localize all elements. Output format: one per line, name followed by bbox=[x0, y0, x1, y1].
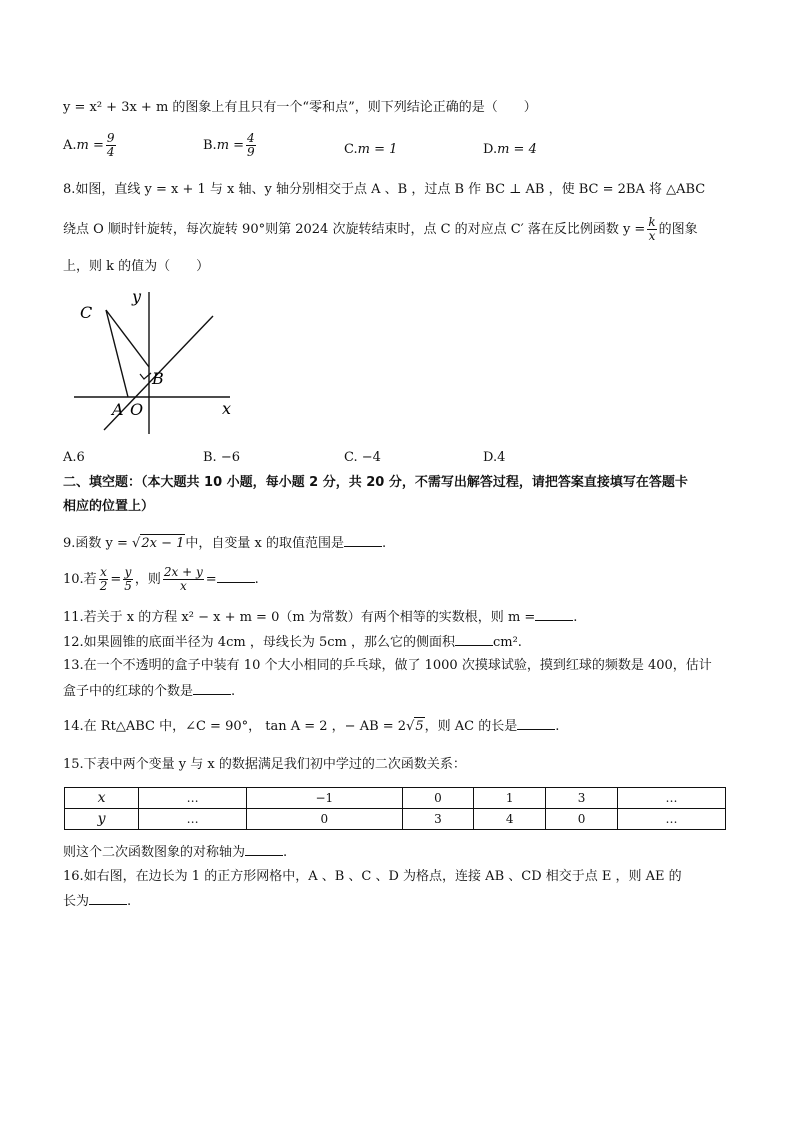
table-cell: x bbox=[65, 788, 139, 809]
q16-answer-blank[interactable] bbox=[89, 892, 127, 905]
q13-line1: 13.在一个不透明的盒子中装有 10 个大小相同的乒乓球，做了 1000 次摸球试验，摸到红球的频数是 400，估计 bbox=[63, 658, 712, 673]
label-c: C bbox=[80, 303, 93, 322]
q11-answer-blank[interactable] bbox=[535, 608, 573, 621]
q16-line1: 16.如右图，在边长为 1 的正方形网格中，A 、B 、C 、D 为格点，连接 AB 、CD 相交于点 E ，则 AE 的 bbox=[63, 869, 682, 884]
q8-line1: 8.如图，直线 y = x + 1 与 x 轴、y 轴分别相交于点 A 、B ，过点 B 作 BC ⊥ AB ，使 BC = 2BA 将 △ABC bbox=[63, 182, 706, 197]
q8-options bbox=[63, 450, 743, 470]
q15-intro: 15.下表中两个变量 y 与 x 的数据满足我们初中学过的二次函数关系： bbox=[63, 757, 466, 772]
table-cell: 0 bbox=[546, 809, 618, 830]
q7-option-a: A.m = $\frac{9}{4}$ bbox=[63, 131, 115, 159]
table-cell: 0 bbox=[247, 809, 402, 830]
table-cell: 3 bbox=[546, 788, 618, 809]
q14: 14.在 Rt△ABC 中，∠C = 90°， tan A = 2 ，− AB = 2√5，则 AC 的长是 . bbox=[63, 719, 560, 734]
q15-after: 则这个二次函数图象的对称轴为 . bbox=[63, 845, 288, 860]
label-a: A bbox=[112, 400, 124, 419]
table-row bbox=[65, 788, 726, 809]
q10-answer-blank[interactable] bbox=[217, 570, 255, 583]
label-x: x bbox=[222, 399, 232, 418]
q16-line2: 长为 . bbox=[63, 894, 132, 909]
q13-line2: 盒子中的红球的个数是 . bbox=[63, 684, 236, 699]
table-cell: 0 bbox=[402, 788, 474, 809]
table-cell: 4 bbox=[474, 809, 546, 830]
q10: 10.若 $\frac{x}{2}$ = $\frac{y}{5}$ ，则 $\frac{2x + y}{x}$ = . bbox=[63, 565, 259, 593]
q8-line2: 绕点 O 顺时针旋转，每次旋转 90°则第 2024 次旋转结束时，点 C 的对应点 C′ 落在反比例函数 y = $\frac{k}{x}$ 的图象 bbox=[63, 215, 698, 243]
q8-option-a: A.6 bbox=[63, 450, 85, 465]
q8-option-c: C. −4 bbox=[344, 450, 381, 465]
q7-option-d: D.m = 4 bbox=[483, 142, 537, 157]
table-cell: 3 bbox=[402, 809, 474, 830]
section2-heading: 二、填空题：（本大题共 10 小题，每小题 2 分，共 20 分，不需写出解答过程，请把答案直接填写在答题卡 bbox=[63, 475, 688, 490]
table-cell: 1 bbox=[474, 788, 546, 809]
table-cell: … bbox=[139, 809, 247, 830]
q11: 11.若关于 x 的方程 x² − x + m = 0（m 为常数）有两个相等的实数根，则 m = . bbox=[63, 610, 578, 625]
q8-line3: 上，则 k 的值为（ ） bbox=[63, 259, 210, 274]
segment-ca bbox=[106, 310, 128, 397]
table-cell: … bbox=[617, 788, 725, 809]
segment-cb bbox=[106, 310, 149, 367]
q13-answer-blank[interactable] bbox=[193, 682, 231, 695]
q9-answer-blank[interactable] bbox=[344, 534, 382, 547]
q8-figure bbox=[68, 284, 248, 440]
table-cell: y bbox=[65, 809, 139, 830]
table-cell: … bbox=[139, 788, 247, 809]
q7-option-c: C.m = 1 bbox=[344, 142, 398, 157]
label-b: B bbox=[152, 369, 164, 388]
q7-text: y = x² + 3x + m 的图象上有且只有一个“零和点”，则下列结论正确的是（ ） bbox=[63, 100, 537, 115]
q8-option-b: B. −6 bbox=[203, 450, 240, 465]
section2-heading-2: 相应的位置上） bbox=[63, 499, 155, 514]
label-o: O bbox=[130, 400, 144, 419]
table-row bbox=[65, 809, 726, 830]
q15-answer-blank[interactable] bbox=[245, 843, 283, 856]
q7-option-b: B.m = $\frac{4}{9}$ bbox=[203, 131, 255, 159]
table-cell: −1 bbox=[247, 788, 402, 809]
label-y: y bbox=[132, 287, 142, 306]
q14-answer-blank[interactable] bbox=[517, 717, 555, 730]
q12-answer-blank[interactable] bbox=[455, 633, 493, 646]
q7-options bbox=[63, 131, 743, 159]
q12: 12.如果圆锥的底面半径为 4cm ，母线长为 5cm ，那么它的侧面积 cm². bbox=[63, 635, 522, 650]
q9: 9.函数 y = √2x − 1中，自变量 x 的取值范围是 . bbox=[63, 536, 387, 551]
q8-option-d: D.4 bbox=[483, 450, 506, 465]
q15-table bbox=[64, 787, 726, 830]
table-cell: … bbox=[617, 809, 725, 830]
